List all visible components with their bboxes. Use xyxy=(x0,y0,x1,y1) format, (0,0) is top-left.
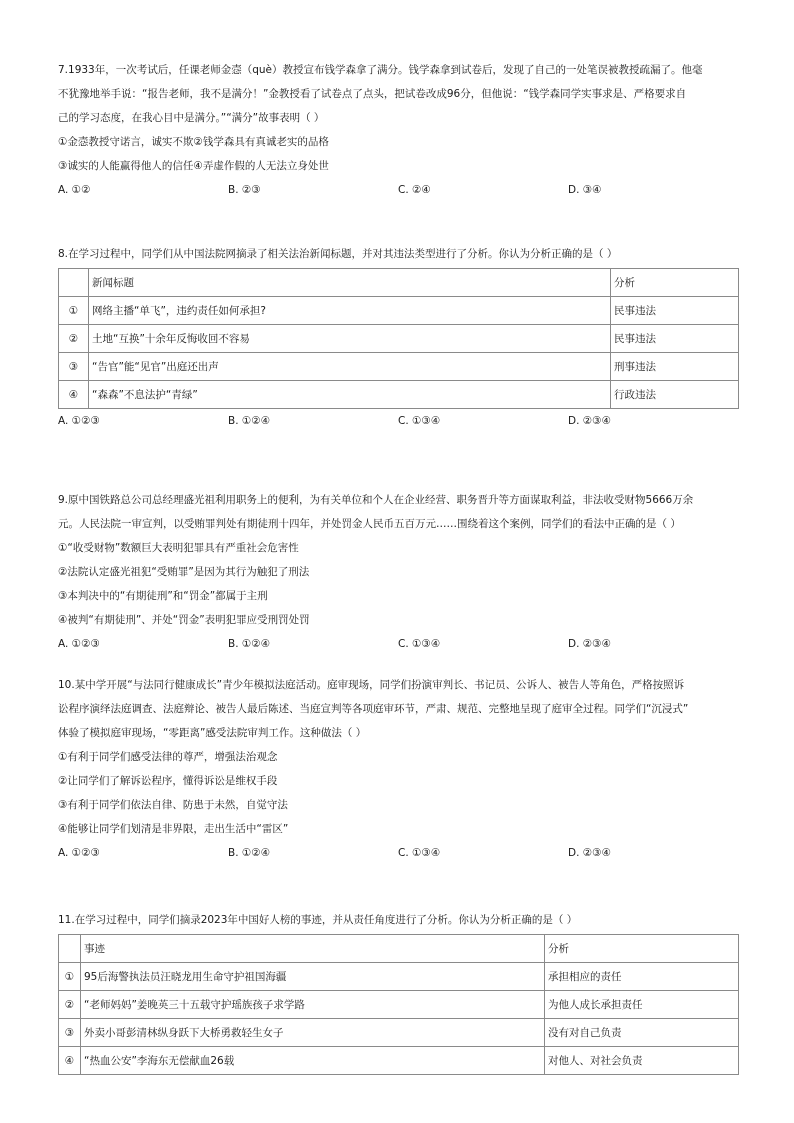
table-cell-analysis: 民事违法 xyxy=(611,325,739,353)
table-cell-analysis: 刑事违法 xyxy=(611,353,739,381)
q7-choice-line: ①金悫教授守诺言，诚实不欺②钱学森具有真诚老实的品格 xyxy=(58,136,329,148)
q10-line: 讼程序演绎法庭调查、法庭辩论、被告人最后陈述、当庭宣判等各项庭审环节，严肃、规范、完整地呈现了庭审全过程。同学们“沉浸式” xyxy=(58,703,689,715)
table-cell-analysis: 行政违法 xyxy=(611,381,739,409)
q10-choice-line: ③有利于同学们依法自律、防患于未然，自觉守法 xyxy=(58,799,288,811)
q7-line: 7.1933年，一次考试后，任课老师金悫（què）教授宣布钱学森拿了满分。钱学森拿到试卷后，发现了自己的一处笔误被教授疏漏了。他毫 xyxy=(58,64,703,76)
table-cell-number: ② xyxy=(59,991,81,1019)
q9-choice-line: ④被判“有期徒刑”、并处“罚金”表明犯罪应受刑罚处罚 xyxy=(58,614,310,626)
q10-line: 体验了模拟庭审现场，“零距离”感受法院审判工作。这种做法（ ） xyxy=(58,727,367,739)
question-9 xyxy=(58,492,738,652)
q7-option-c[interactable]: C. ②④ xyxy=(398,184,431,196)
q10-option-a[interactable]: A. ①②③ xyxy=(58,847,100,859)
q10-option-d[interactable]: D. ②③④ xyxy=(568,847,611,859)
q7-option-d[interactable]: D. ③④ xyxy=(568,184,602,196)
table-cell-title: “告官”能“见官”出庭还出声 xyxy=(89,353,611,381)
table-cell-deed: “热血公安”李海东无偿献血26载 xyxy=(81,1047,545,1075)
table-cell-number: ② xyxy=(59,325,89,353)
table-cell-deed: 95后海警执法员汪晓龙用生命守护祖国海疆 xyxy=(81,963,545,991)
table-cell-analysis: 承担相应的责任 xyxy=(545,963,739,991)
q9-line: 9.原中国铁路总公司总经理盛光祖利用职务上的便利，为有关单位和个人在企业经营、职务晋升等方面谋取利益，非法收受财物5666万余 xyxy=(58,494,694,506)
q10-option-c[interactable]: C. ①③④ xyxy=(398,847,441,859)
table-row xyxy=(59,353,739,381)
q9-option-a[interactable]: A. ①②③ xyxy=(58,638,100,650)
table-cell-title: “森森”不息法护“青绿” xyxy=(89,381,611,409)
table-cell-deed: “老师妈妈”姜晚英三十五载守护瑶族孩子求学路 xyxy=(81,991,545,1019)
table-cell-analysis: 没有对自己负责 xyxy=(545,1019,739,1047)
table-cell-deed: 外卖小哥彭清林纵身跃下大桥勇救轻生女子 xyxy=(81,1019,545,1047)
q7-choice-line: ③诚实的人能赢得他人的信任④弄虚作假的人无法立身处世 xyxy=(58,160,329,172)
q8-table xyxy=(58,268,739,409)
question-10 xyxy=(58,677,738,861)
q10-options xyxy=(58,845,738,861)
question-11 xyxy=(58,912,738,1075)
q7-line: 不犹豫地举手说：“报告老师，我不是满分！”金教授看了试卷点了点头，把试卷改成96分，但他说：“钱学森同学实事求是、严格要求自 xyxy=(58,88,687,100)
q9-options xyxy=(58,636,738,652)
table-header-cell: 事迹 xyxy=(81,935,545,963)
table-cell-number: ④ xyxy=(59,1047,81,1075)
q9-option-d[interactable]: D. ②③④ xyxy=(568,638,611,650)
table-cell-number: ③ xyxy=(59,1019,81,1047)
table-row xyxy=(59,991,739,1019)
table-cell-analysis: 对他人、对社会负责 xyxy=(545,1047,739,1075)
table-header-cell xyxy=(59,935,81,963)
table-row xyxy=(59,381,739,409)
q7-line: 己的学习态度，在我心目中是满分。”“满分”故事表明（ ） xyxy=(58,112,325,124)
q8-stem: 8.在学习过程中，同学们从中国法院网摘录了相关法治新闻标题，并对其违法类型进行了分析。你认为分析正确的是（ ） xyxy=(58,248,618,260)
question-8 xyxy=(58,246,738,429)
q10-choice-line: ②让同学们了解诉讼程序，懂得诉讼是维权手段 xyxy=(58,775,278,787)
table-row xyxy=(59,1019,739,1047)
table-cell-title: 网络主播“单飞”，违约责任如何承担? xyxy=(89,297,611,325)
table-row xyxy=(59,297,739,325)
q8-option-a[interactable]: A. ①②③ xyxy=(58,415,100,427)
table-cell-number: ① xyxy=(59,963,81,991)
table-cell-title: 土地“互换”十余年反悔收回不容易 xyxy=(89,325,611,353)
q9-choice-line: ①“收受财物”数额巨大表明犯罪具有严重社会危害性 xyxy=(58,542,299,554)
q9-choice-line: ③本判决中的“有期徒刑”和“罚金”都属于主刑 xyxy=(58,590,268,602)
table-row xyxy=(59,963,739,991)
q9-option-c[interactable]: C. ①③④ xyxy=(398,638,441,650)
q10-line: 10.某中学开展“与法同行健康成长”青少年模拟法庭活动。庭审现场，同学们扮演审判长、书记员、公诉人、被告人等角色，严格按照诉 xyxy=(58,679,685,691)
q8-options xyxy=(58,413,738,429)
table-header-cell: 分析 xyxy=(611,269,739,297)
q7-options xyxy=(58,182,738,198)
q9-option-b[interactable]: B. ①②④ xyxy=(228,638,271,650)
table-header-row xyxy=(59,935,739,963)
question-7 xyxy=(58,62,738,198)
q7-option-b[interactable]: B. ②③ xyxy=(228,184,261,196)
table-header-cell: 分析 xyxy=(545,935,739,963)
table-header-row xyxy=(59,269,739,297)
table-row xyxy=(59,1047,739,1075)
table-header-cell: 新闻标题 xyxy=(89,269,611,297)
q8-option-b[interactable]: B. ①②④ xyxy=(228,415,271,427)
table-header-cell xyxy=(59,269,89,297)
table-cell-analysis: 为他人成长承担责任 xyxy=(545,991,739,1019)
q9-line: 元。人民法院一审宣判，以受贿罪判处有期徒刑十四年，并处罚金人民币五百万元……围绕着这个案例，同学们的看法中正确的是（ ） xyxy=(58,518,681,530)
q10-choice-line: ④能够让同学们划清是非界限，走出生活中“雷区” xyxy=(58,823,289,835)
table-cell-analysis: 民事违法 xyxy=(611,297,739,325)
table-cell-number: ③ xyxy=(59,353,89,381)
table-cell-number: ④ xyxy=(59,381,89,409)
table-row xyxy=(59,325,739,353)
q10-option-b[interactable]: B. ①②④ xyxy=(228,847,271,859)
q11-table xyxy=(58,934,739,1075)
table-cell-number: ① xyxy=(59,297,89,325)
q8-option-d[interactable]: D. ②③④ xyxy=(568,415,611,427)
q7-option-a[interactable]: A. ①② xyxy=(58,184,91,196)
q10-choice-line: ①有利于同学们感受法律的尊严，增强法治观念 xyxy=(58,751,278,763)
q11-stem: 11.在学习过程中，同学们摘录2023年中国好人榜的事迹，并从责任角度进行了分析。你认为分析正确的是（ ） xyxy=(58,914,578,926)
q9-choice-line: ②法院认定盛光祖犯“受贿罪”是因为其行为触犯了刑法 xyxy=(58,566,310,578)
q8-option-c[interactable]: C. ①③④ xyxy=(398,415,441,427)
